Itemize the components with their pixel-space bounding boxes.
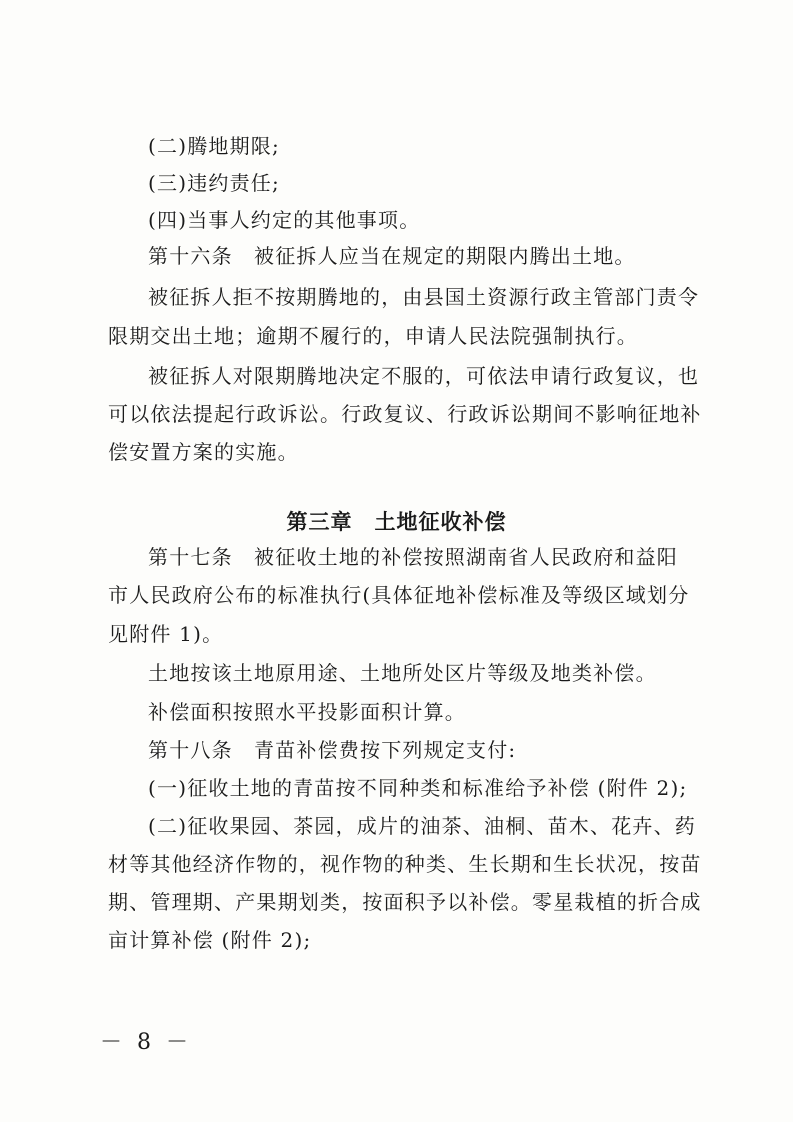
- article-18-item-2-line-2: 材等其他经济作物的，视作物的种类、生长期和生长状况，按苗: [108, 852, 702, 876]
- article-18-item-2-line-1: (二)征收果园、茶园，成片的油茶、油桐、苗木、花卉、药: [148, 814, 697, 838]
- article-18: 第十八条 青苗补偿费按下列规定支付:: [148, 738, 517, 762]
- article-18-item-2-line-3: 期、管理期、产果期划类，按面积予以补偿。零星栽植的折合成: [108, 890, 702, 914]
- article-17-para-2: 土地按该土地原用途、土地所处区片等级及地类补偿。: [148, 661, 657, 685]
- article-16: 第十六条 被征拆人应当在规定的期限内腾出土地。: [148, 244, 636, 268]
- article-16-para-3-line-1: 被征拆人对限期腾地决定不服的，可依法申请行政复议，也: [148, 364, 700, 388]
- article-16-para-3-line-3: 偿安置方案的实施。: [108, 440, 299, 464]
- article-18-item-2-line-4: 亩计算补偿 (附件 2);: [108, 928, 312, 952]
- article-17-line-3: 见附件 1)。: [108, 622, 224, 646]
- page-number: － 8 －: [100, 1030, 192, 1055]
- clause-item-4: (四)当事人约定的其他事项。: [148, 208, 421, 232]
- article-17-line-2: 市人民政府公布的标准执行(具体征地补偿标准及等级区域划分: [108, 583, 690, 607]
- article-16-para-2-line-2: 限期交出土地；逾期不履行的，申请人民法院强制执行。: [108, 324, 638, 348]
- article-18-item-1: (一)征收土地的青苗按不同种类和标准给予补偿 (附件 2);: [148, 776, 688, 800]
- article-17-line-1: 第十七条 被征收土地的补偿按照湖南省人民政府和益阳: [148, 545, 678, 569]
- article-16-para-3-line-2: 可以依法提起行政诉讼。行政复议、行政诉讼期间不影响征地补: [108, 402, 702, 426]
- clause-item-2: (二)腾地期限;: [148, 134, 280, 158]
- clause-item-3: (三)违约责任;: [148, 171, 280, 195]
- article-16-para-2-line-1: 被征拆人拒不按期腾地的，由县国土资源行政主管部门责令: [148, 285, 700, 309]
- article-17-para-3: 补偿面积按照水平投影面积计算。: [148, 700, 466, 724]
- chapter-heading: 第三章 土地征收补偿: [286, 510, 507, 534]
